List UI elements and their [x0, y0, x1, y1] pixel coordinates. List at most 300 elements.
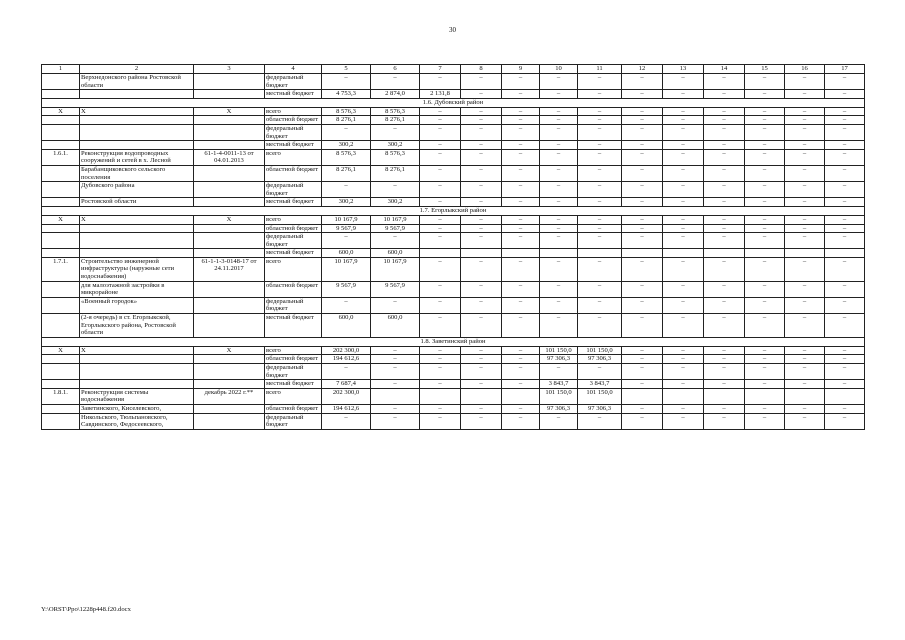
amount-cell: – — [622, 404, 663, 413]
amount-cell: – — [622, 314, 663, 338]
amount-cell: – — [540, 165, 578, 181]
column-number: 12 — [622, 65, 663, 74]
amount-cell: – — [578, 364, 622, 380]
amount-cell: – — [420, 215, 461, 224]
funding-source: всего — [265, 388, 322, 404]
amount-cell: – — [663, 281, 704, 297]
amount-cell: – — [540, 124, 578, 140]
amount-cell: – — [622, 380, 663, 389]
document-ref: Х — [194, 215, 265, 224]
amount-cell: – — [825, 182, 865, 198]
amount-cell: – — [704, 380, 745, 389]
amount-cell: – — [540, 364, 578, 380]
amount-cell: – — [578, 413, 622, 429]
amount-cell: – — [502, 257, 540, 281]
amount-cell: – — [825, 74, 865, 90]
amount-cell: – — [704, 182, 745, 198]
amount-cell: – — [461, 165, 502, 181]
amount-cell: – — [663, 380, 704, 389]
amount-cell: – — [785, 413, 825, 429]
amount-cell: – — [745, 297, 785, 313]
table-row — [42, 355, 865, 364]
object-name — [80, 141, 194, 150]
amount-cell: 300,2 — [322, 198, 371, 207]
row-number: Х — [42, 346, 80, 355]
amount-cell: 101 150,0 — [578, 388, 622, 404]
amount-cell: – — [502, 281, 540, 297]
row-number — [42, 198, 80, 207]
amount-cell: 97 306,3 — [540, 404, 578, 413]
table-row — [42, 346, 865, 355]
amount-cell: – — [622, 74, 663, 90]
amount-cell: – — [322, 124, 371, 140]
amount-cell: 101 150,0 — [578, 346, 622, 355]
document-ref — [194, 116, 265, 125]
amount-cell: – — [622, 297, 663, 313]
amount-cell: – — [540, 74, 578, 90]
table-row — [42, 314, 865, 338]
object-name: Реконструкция системы водоснабжения — [80, 388, 194, 404]
amount-cell: – — [322, 364, 371, 380]
amount-cell: – — [578, 149, 622, 165]
row-number — [42, 116, 80, 125]
amount-cell: 10 167,9 — [322, 215, 371, 224]
amount-cell: – — [622, 165, 663, 181]
object-name: Строительство инженерной инфраструктуры (наружные сети водоснабжения) — [80, 257, 194, 281]
amount-cell: – — [622, 198, 663, 207]
document-ref — [194, 355, 265, 364]
amount-cell: – — [745, 346, 785, 355]
row-number — [42, 364, 80, 380]
amount-cell — [663, 249, 704, 258]
row-number — [42, 233, 80, 249]
amount-cell: 4 753,3 — [322, 90, 371, 99]
amount-cell: – — [578, 233, 622, 249]
amount-cell: – — [704, 107, 745, 116]
funding-source: всего — [265, 215, 322, 224]
document-ref: 61-1-1-3-0148-17 от 24.11.2017 — [194, 257, 265, 281]
amount-cell: – — [578, 90, 622, 99]
amount-cell — [704, 388, 745, 404]
row-number — [42, 355, 80, 364]
funding-source: областной бюджет — [265, 165, 322, 181]
amount-cell: – — [663, 404, 704, 413]
amount-cell: – — [540, 224, 578, 233]
amount-cell: – — [785, 297, 825, 313]
amount-cell: 600,0 — [322, 314, 371, 338]
amount-cell: 101 150,0 — [540, 346, 578, 355]
amount-cell: 2 874,0 — [371, 90, 420, 99]
funding-source: федеральный бюджет — [265, 413, 322, 429]
amount-cell: – — [745, 90, 785, 99]
amount-cell: – — [420, 233, 461, 249]
amount-cell: 300,2 — [371, 198, 420, 207]
amount-cell: – — [825, 380, 865, 389]
funding-source: местный бюджет — [265, 380, 322, 389]
table-row — [42, 74, 865, 90]
amount-cell: – — [461, 355, 502, 364]
amount-cell — [420, 388, 461, 404]
amount-cell: – — [663, 124, 704, 140]
amount-cell: – — [745, 116, 785, 125]
amount-cell: – — [704, 257, 745, 281]
amount-cell: – — [785, 233, 825, 249]
amount-cell: – — [745, 141, 785, 150]
amount-cell: – — [622, 149, 663, 165]
amount-cell: – — [371, 233, 420, 249]
amount-cell: – — [745, 355, 785, 364]
amount-cell: – — [322, 233, 371, 249]
section-row — [42, 98, 865, 107]
amount-cell — [622, 388, 663, 404]
amount-cell: – — [461, 74, 502, 90]
amount-cell: – — [502, 141, 540, 150]
amount-cell: – — [785, 380, 825, 389]
amount-cell: – — [745, 233, 785, 249]
amount-cell: 8 276,1 — [371, 165, 420, 181]
amount-cell: – — [578, 281, 622, 297]
document-path: Y:\ORST\Ppo\1228p448.f20.docx — [41, 606, 131, 613]
amount-cell: – — [704, 215, 745, 224]
amount-cell: 8 576,3 — [371, 149, 420, 165]
amount-cell: – — [540, 413, 578, 429]
amount-cell: – — [825, 364, 865, 380]
amount-cell: – — [622, 215, 663, 224]
amount-cell: 8 576,3 — [322, 107, 371, 116]
table-row — [42, 233, 865, 249]
amount-cell: – — [825, 149, 865, 165]
funding-source: федеральный бюджет — [265, 297, 322, 313]
amount-cell — [371, 388, 420, 404]
column-number: 2 — [80, 65, 194, 74]
amount-cell: 9 567,9 — [371, 224, 420, 233]
amount-cell — [785, 388, 825, 404]
amount-cell: – — [785, 404, 825, 413]
amount-cell: – — [785, 141, 825, 150]
funding-source: всего — [265, 149, 322, 165]
amount-cell: – — [578, 314, 622, 338]
amount-cell: – — [502, 355, 540, 364]
amount-cell: – — [578, 124, 622, 140]
table-row — [42, 198, 865, 207]
amount-cell: – — [502, 124, 540, 140]
amount-cell: – — [502, 107, 540, 116]
amount-cell — [745, 388, 785, 404]
amount-cell: – — [745, 182, 785, 198]
amount-cell: – — [578, 257, 622, 281]
amount-cell: – — [745, 257, 785, 281]
document-ref — [194, 297, 265, 313]
amount-cell: – — [420, 224, 461, 233]
amount-cell: – — [461, 224, 502, 233]
amount-cell: – — [578, 198, 622, 207]
object-name: Дубовского района — [80, 182, 194, 198]
amount-cell: – — [825, 413, 865, 429]
amount-cell — [502, 249, 540, 258]
amount-cell: – — [785, 116, 825, 125]
row-number — [42, 74, 80, 90]
amount-cell: 10 167,9 — [371, 215, 420, 224]
amount-cell: – — [540, 314, 578, 338]
amount-cell: – — [745, 215, 785, 224]
amount-cell: – — [704, 281, 745, 297]
amount-cell — [825, 249, 865, 258]
amount-cell: – — [622, 257, 663, 281]
amount-cell: – — [322, 74, 371, 90]
amount-cell: – — [578, 165, 622, 181]
table-row — [42, 364, 865, 380]
amount-cell — [745, 249, 785, 258]
amount-cell: – — [704, 124, 745, 140]
object-name — [80, 364, 194, 380]
funding-source: местный бюджет — [265, 198, 322, 207]
amount-cell: – — [704, 74, 745, 90]
amount-cell — [420, 249, 461, 258]
amount-cell: – — [420, 380, 461, 389]
amount-cell: – — [578, 297, 622, 313]
row-number: 1.8.1. — [42, 388, 80, 404]
amount-cell — [461, 249, 502, 258]
amount-cell: – — [825, 90, 865, 99]
object-name: Х — [80, 346, 194, 355]
amount-cell: – — [622, 281, 663, 297]
amount-cell: – — [663, 116, 704, 125]
amount-cell: – — [502, 404, 540, 413]
amount-cell: – — [420, 116, 461, 125]
row-number — [42, 124, 80, 140]
amount-cell: – — [502, 224, 540, 233]
amount-cell: – — [825, 107, 865, 116]
amount-cell: – — [704, 364, 745, 380]
table-row — [42, 249, 865, 258]
amount-cell: 97 306,3 — [578, 355, 622, 364]
object-name — [80, 224, 194, 233]
document-ref — [194, 364, 265, 380]
document-ref — [194, 249, 265, 258]
amount-cell: 600,0 — [371, 314, 420, 338]
amount-cell: – — [371, 404, 420, 413]
amount-cell: – — [663, 141, 704, 150]
amount-cell: 7 687,4 — [322, 380, 371, 389]
amount-cell: – — [540, 116, 578, 125]
amount-cell: – — [420, 355, 461, 364]
amount-cell: – — [663, 297, 704, 313]
amount-cell: – — [622, 182, 663, 198]
document-ref — [194, 182, 265, 198]
amount-cell: – — [622, 107, 663, 116]
amount-cell: – — [371, 124, 420, 140]
document-ref — [194, 224, 265, 233]
column-number: 6 — [371, 65, 420, 74]
document-ref — [194, 141, 265, 150]
amount-cell: – — [663, 224, 704, 233]
amount-cell: – — [745, 198, 785, 207]
amount-cell: 300,2 — [322, 141, 371, 150]
amount-cell: – — [785, 149, 825, 165]
amount-cell: – — [502, 165, 540, 181]
amount-cell: 202 300,0 — [322, 346, 371, 355]
amount-cell: – — [785, 355, 825, 364]
row-number: 1.7.1. — [42, 257, 80, 281]
amount-cell: – — [785, 74, 825, 90]
amount-cell: 9 567,9 — [371, 281, 420, 297]
amount-cell: – — [461, 364, 502, 380]
amount-cell: 101 150,0 — [540, 388, 578, 404]
document-ref: Х — [194, 346, 265, 355]
amount-cell: 10 167,9 — [322, 257, 371, 281]
table-row — [42, 215, 865, 224]
amount-cell: – — [622, 116, 663, 125]
amount-cell: – — [622, 346, 663, 355]
column-number: 3 — [194, 65, 265, 74]
section-title: 1.6. Дубовский район — [42, 98, 865, 107]
amount-cell: – — [663, 149, 704, 165]
amount-cell: – — [371, 380, 420, 389]
amount-cell: – — [825, 404, 865, 413]
funding-source: местный бюджет — [265, 314, 322, 338]
amount-cell: 202 300,0 — [322, 388, 371, 404]
amount-cell: – — [540, 182, 578, 198]
amount-cell: – — [745, 149, 785, 165]
amount-cell: – — [785, 107, 825, 116]
amount-cell — [785, 249, 825, 258]
funding-source: федеральный бюджет — [265, 74, 322, 90]
table-row — [42, 116, 865, 125]
amount-cell: – — [704, 297, 745, 313]
table-row — [42, 297, 865, 313]
amount-cell: – — [502, 297, 540, 313]
column-number: 15 — [745, 65, 785, 74]
amount-cell — [502, 388, 540, 404]
funding-source: областной бюджет — [265, 224, 322, 233]
amount-cell: – — [420, 182, 461, 198]
object-name: Верхнедонского района Ростовской области — [80, 74, 194, 90]
column-number: 13 — [663, 65, 704, 74]
amount-cell: – — [825, 297, 865, 313]
funding-source: всего — [265, 257, 322, 281]
amount-cell: – — [704, 90, 745, 99]
amount-cell — [578, 249, 622, 258]
row-number — [42, 90, 80, 99]
amount-cell: – — [825, 116, 865, 125]
amount-cell — [622, 249, 663, 258]
object-name: для малоэтажной застройки в микрорайоне — [80, 281, 194, 297]
amount-cell: – — [704, 346, 745, 355]
amount-cell: – — [461, 116, 502, 125]
amount-cell: – — [825, 346, 865, 355]
funding-source: федеральный бюджет — [265, 233, 322, 249]
column-number: 8 — [461, 65, 502, 74]
amount-cell: – — [420, 257, 461, 281]
amount-cell: – — [540, 141, 578, 150]
object-name — [80, 233, 194, 249]
column-number: 5 — [322, 65, 371, 74]
row-number — [42, 380, 80, 389]
document-ref: 61-1-4-0011-13 от 04.01.2013 — [194, 149, 265, 165]
amount-cell: – — [461, 413, 502, 429]
amount-cell: – — [745, 413, 785, 429]
amount-cell: – — [420, 124, 461, 140]
amount-cell: 600,0 — [322, 249, 371, 258]
column-number: 17 — [825, 65, 865, 74]
row-number — [42, 297, 80, 313]
amount-cell: – — [663, 182, 704, 198]
amount-cell: 97 306,3 — [540, 355, 578, 364]
section-title: 1.8. Заветинский район — [42, 337, 865, 346]
amount-cell: – — [461, 215, 502, 224]
amount-cell: 300,2 — [371, 141, 420, 150]
row-number — [42, 165, 80, 181]
amount-cell: 8 576,3 — [322, 149, 371, 165]
amount-cell: – — [461, 281, 502, 297]
amount-cell: – — [745, 224, 785, 233]
amount-cell: – — [502, 233, 540, 249]
amount-cell: – — [745, 281, 785, 297]
amount-cell: – — [502, 413, 540, 429]
funding-source: всего — [265, 346, 322, 355]
amount-cell: – — [622, 364, 663, 380]
amount-cell: – — [461, 314, 502, 338]
amount-cell: – — [785, 198, 825, 207]
amount-cell: – — [663, 215, 704, 224]
amount-cell: – — [663, 233, 704, 249]
object-name: Барабанщиковского сельского поселения — [80, 165, 194, 181]
amount-cell: – — [663, 413, 704, 429]
object-name — [80, 355, 194, 364]
row-number — [42, 281, 80, 297]
amount-cell: – — [578, 224, 622, 233]
object-name — [80, 90, 194, 99]
amount-cell: – — [461, 107, 502, 116]
amount-cell: – — [371, 364, 420, 380]
amount-cell: – — [785, 364, 825, 380]
object-name: Никольского, Тюльпановского, Савдинского, Федосеевского, — [80, 413, 194, 429]
amount-cell: – — [540, 215, 578, 224]
amount-cell: – — [785, 346, 825, 355]
amount-cell: – — [502, 215, 540, 224]
row-number — [42, 249, 80, 258]
funding-source: местный бюджет — [265, 90, 322, 99]
object-name — [80, 380, 194, 389]
amount-cell: – — [420, 107, 461, 116]
amount-cell: – — [663, 90, 704, 99]
amount-cell: – — [371, 74, 420, 90]
object-name: Х — [80, 215, 194, 224]
amount-cell: – — [785, 314, 825, 338]
amount-cell: 8 276,1 — [322, 116, 371, 125]
amount-cell: – — [704, 404, 745, 413]
table-row — [42, 257, 865, 281]
section-title: 1.7. Егорлыкский район — [42, 206, 865, 215]
amount-cell: – — [704, 413, 745, 429]
amount-cell: – — [704, 116, 745, 125]
table-row — [42, 165, 865, 181]
document-ref — [194, 198, 265, 207]
amount-cell: – — [825, 355, 865, 364]
object-name: Х — [80, 107, 194, 116]
amount-cell: 8 576,3 — [371, 107, 420, 116]
object-name — [80, 249, 194, 258]
amount-cell: – — [322, 182, 371, 198]
amount-cell: – — [785, 124, 825, 140]
row-number — [42, 314, 80, 338]
amount-cell: – — [825, 215, 865, 224]
amount-cell: – — [622, 233, 663, 249]
amount-cell: – — [420, 165, 461, 181]
amount-cell: – — [745, 404, 785, 413]
amount-cell: – — [371, 346, 420, 355]
amount-cell: – — [461, 124, 502, 140]
